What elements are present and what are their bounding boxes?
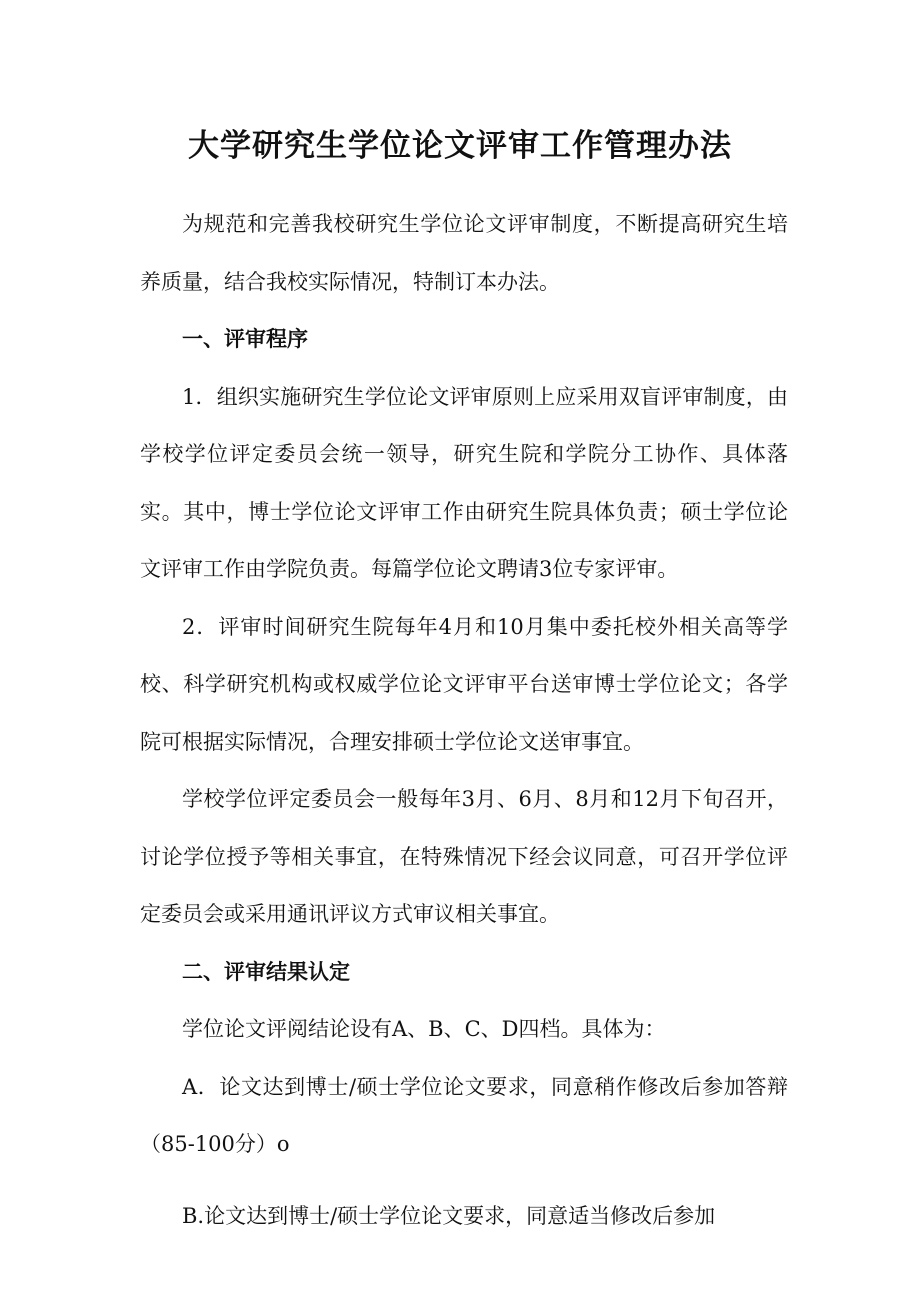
- grade-b-paragraph: B.论文达到博士/硕士学位论文要求，同意适当修改后参加: [182, 1203, 716, 1228]
- section-heading-review-procedure: 一、评审程序: [182, 327, 308, 351]
- grade-levels-paragraph: 学位论文评阅结论设有A、B、C、D四档。具体为：: [182, 1017, 666, 1041]
- intro-paragraph: 为规范和完善我校研究生学位论文评审制度，不断提高研究生培养质量，结合我校实际情况，特制订本办法。: [140, 212, 788, 294]
- procedure-item-2: 2．评审时间研究生院每年4月和10月集中委托校外相关高等学校、科学研究机构或权威学位论文评审平台送审博士学位论文；各学院可根据实际情况，合理安排硕士学位论文送审事宜。: [140, 614, 788, 754]
- document-title: 大学研究生学位论文评审工作管理办法: [188, 128, 732, 164]
- document-body: [140, 196, 788, 1245]
- grade-a-paragraph: A．论文达到博士/硕士学位论文要求，同意稍作修改后参加答辩（85-100分）o: [140, 1074, 788, 1156]
- section-heading-result-determination: 二、评审结果认定: [182, 959, 350, 984]
- procedure-item-1: 1．组织实施研究生学位论文评审原则上应采用双盲评审制度，由学校学位评定委员会统一领导，研究生院和学院分工协作、具体落实。其中，博士学位论文评审工作由研究生院具体负责；硕士学位论文评审工作由学院负责。每篇学位论文聘请3位专家评审。: [140, 384, 788, 581]
- committee-meeting-paragraph: 学校学位评定委员会一般每年3月、6月、8月和12月下旬召开，讨论学位授予等相关事宜，在特殊情况下经会议同意，可召开学位评定委员会或采用通讯评议方式审议相关事宜。: [140, 787, 788, 926]
